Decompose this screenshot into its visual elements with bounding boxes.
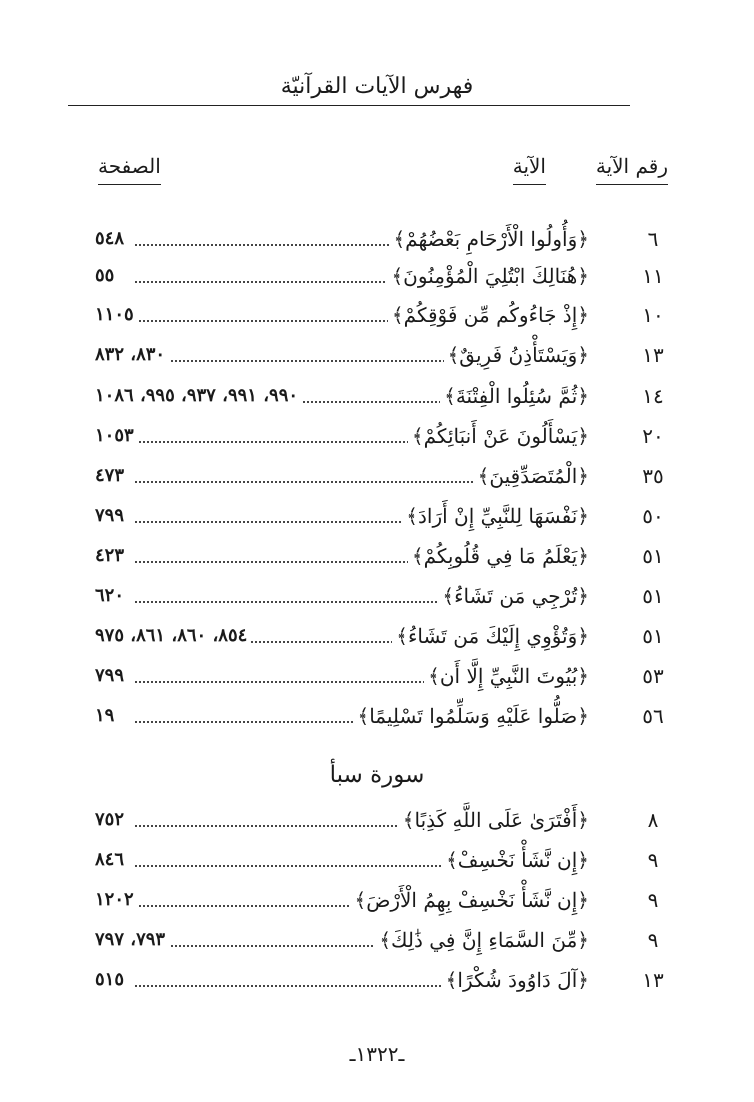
verse-number: ٥١ bbox=[642, 584, 664, 608]
verse-text: ﴿إِن نَّشَأْ نَخْسِفْ بِهِمُ الْأَرْضَ﴾ bbox=[350, 883, 589, 917]
page-refs: ٧٩٩ bbox=[95, 499, 128, 533]
verse-number: ٩ bbox=[647, 928, 659, 952]
header-rule bbox=[68, 105, 630, 106]
verse-number: ٨ bbox=[647, 808, 659, 832]
verse-number: ٥٦ bbox=[642, 704, 664, 728]
page-refs: ٦٢٠ bbox=[95, 579, 128, 613]
index-row bbox=[95, 259, 675, 293]
index-row bbox=[95, 579, 675, 613]
index-row bbox=[95, 659, 675, 693]
page-refs: ١٠٥٣ bbox=[95, 419, 138, 453]
verse-text: ﴿إِن نَّشَأْ نَخْسِفْ﴾ bbox=[442, 843, 589, 877]
verse-text: ﴿إِذْ جَاءُوكُم مِّن فَوْقِكُمْ﴾ bbox=[388, 298, 589, 332]
verse-text: ﴿يَعْلَمُ مَا فِي قُلُوبِكُمْ﴾ bbox=[408, 539, 589, 573]
verse-text: ﴿وَأُولُوا الْأَرْحَامِ بَعْضُهُمْ﴾ bbox=[389, 222, 589, 256]
index-row bbox=[95, 699, 675, 733]
verse-text: ﴿نَفْسَهَا لِلنَّبِيِّ إِنْ أَرَادَ﴾ bbox=[402, 499, 589, 533]
verse-number: ٢٠ bbox=[642, 424, 664, 448]
running-title: فهرس الآيات القرآنيّة bbox=[280, 74, 474, 99]
page-refs: ٨٣٠، ٨٣٢ bbox=[95, 338, 169, 372]
index-row bbox=[95, 222, 675, 256]
page-refs: ٧٩٩ bbox=[95, 659, 128, 693]
verse-number: ١٣ bbox=[642, 343, 664, 367]
index-row bbox=[95, 963, 675, 997]
verse-number: ٥١ bbox=[642, 544, 664, 568]
page-refs: ١٩ bbox=[95, 699, 118, 733]
index-row bbox=[95, 803, 675, 837]
page-refs: ٩٩٠، ٩٩١، ٩٣٧، ٩٩٥، ١٠٨٦ bbox=[95, 379, 302, 413]
verse-text: ﴿آلَ دَاوُودَ شُكْرًا﴾ bbox=[442, 963, 589, 997]
index-row bbox=[95, 539, 675, 573]
column-header-page: الصفحة bbox=[98, 154, 161, 185]
verse-text: ﴿الْمُتَصَدِّقِينَ﴾ bbox=[474, 459, 589, 493]
page-refs: ٨٥٤، ٨٦٠، ٨٦١، ٩٧٥ bbox=[95, 619, 251, 653]
column-header-verse-number: رقم الآية bbox=[596, 154, 668, 185]
page-refs: ٥٤٨ bbox=[95, 222, 128, 256]
verse-text: ﴿تُرْجِي مَن تَشَاءُ﴾ bbox=[438, 579, 589, 613]
page-refs: ١٢٠٢ bbox=[95, 883, 138, 917]
index-row bbox=[95, 619, 675, 653]
surah-heading: سورة سبأ bbox=[329, 762, 425, 788]
verse-text: ﴿صَلُّوا عَلَيْهِ وَسَلِّمُوا تَسْلِيمًا﴾ bbox=[353, 699, 589, 733]
page-refs: ٥٥ bbox=[95, 259, 118, 293]
page-refs: ٧٩٣، ٧٩٧ bbox=[95, 923, 169, 957]
verse-number: ١٠ bbox=[642, 303, 664, 327]
verse-number: ٥٣ bbox=[642, 664, 664, 688]
verse-text: ﴿يَسْأَلُونَ عَنْ أَنبَائِكُمْ﴾ bbox=[408, 419, 589, 453]
page-refs: ٤٢٣ bbox=[95, 539, 128, 573]
verse-number: ٦ bbox=[647, 227, 659, 251]
page-refs: ٤٧٣ bbox=[95, 459, 128, 493]
verse-number: ٣٥ bbox=[642, 464, 664, 488]
index-row bbox=[95, 419, 675, 453]
index-row bbox=[95, 459, 675, 493]
page-refs: ٧٥٢ bbox=[95, 803, 128, 837]
index-row bbox=[95, 379, 675, 413]
index-row bbox=[95, 338, 675, 372]
verse-text: ﴿وَيَسْتَأْذِنُ فَرِيقٌ﴾ bbox=[444, 338, 589, 372]
page-number: ـ١٣٢٢ـ bbox=[349, 1042, 405, 1066]
index-row bbox=[95, 298, 675, 332]
verse-number: ١١ bbox=[642, 264, 664, 288]
verse-text: ﴿مِّنَ السَّمَاءِ إِنَّ فِي ذَٰلِكَ﴾ bbox=[375, 923, 589, 957]
index-row bbox=[95, 923, 675, 957]
index-row bbox=[95, 499, 675, 533]
index-row bbox=[95, 843, 675, 877]
page-refs: ١١٠٥ bbox=[95, 298, 138, 332]
verse-number: ٥٠ bbox=[642, 504, 664, 528]
verse-number: ١٤ bbox=[642, 384, 664, 408]
column-header-verse: الآية bbox=[513, 154, 546, 185]
verse-text: ﴿أَفْتَرَىٰ عَلَى اللَّهِ كَذِبًا﴾ bbox=[399, 803, 589, 837]
verse-text: ﴿بُيُوتَ النَّبِيِّ إِلَّا أَن﴾ bbox=[424, 659, 589, 693]
verse-number: ٥١ bbox=[642, 624, 664, 648]
verse-number: ٩ bbox=[647, 848, 659, 872]
verse-number: ٩ bbox=[647, 888, 659, 912]
verse-text: ﴿وَتُؤْوِي إِلَيْكَ مَن تَشَاءُ﴾ bbox=[392, 619, 589, 653]
verse-text: ﴿ثُمَّ سُئِلُوا الْفِتْنَةَ﴾ bbox=[440, 379, 589, 413]
index-row bbox=[95, 883, 675, 917]
page-refs: ٨٤٦ bbox=[95, 843, 128, 877]
verse-number: ١٣ bbox=[642, 968, 664, 992]
verse-text: ﴿هُنَالِكَ ابْتُلِيَ الْمُؤْمِنُونَ﴾ bbox=[387, 259, 589, 293]
page-refs: ٥١٥ bbox=[95, 963, 128, 997]
